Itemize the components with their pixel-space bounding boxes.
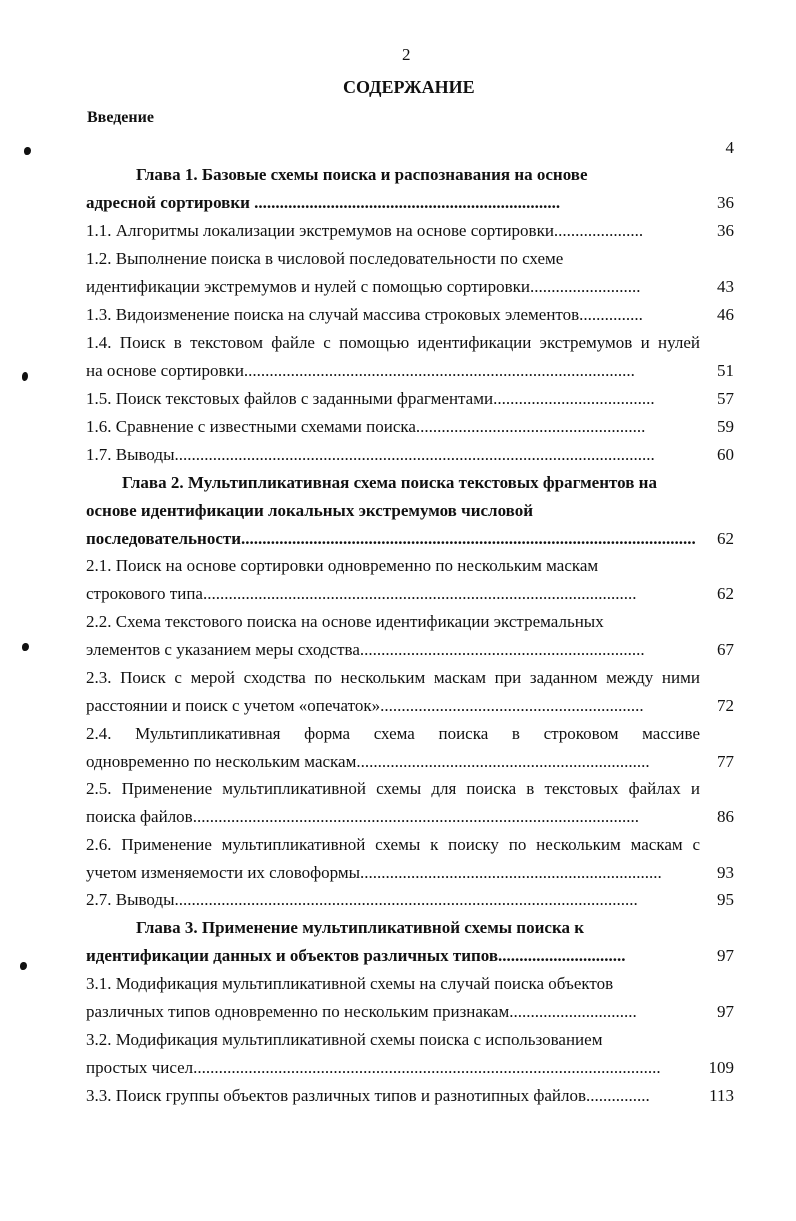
toc-entry: расстоянии и поиск с учетом «опечаток».............................................................. (86, 696, 644, 715)
toc-entry: поиска файлов......................................................................................................... (86, 807, 639, 826)
chapter-1-title: Глава 1. Базовые схемы поиска и распознавания на основе (136, 165, 588, 184)
toc-page: 51 (717, 361, 734, 380)
toc-entry: одновременно по нескольким маскам..................................................................... (86, 752, 650, 771)
toc-page: 43 (717, 277, 734, 296)
page-title: СОДЕРЖАНИЕ (343, 77, 475, 97)
chapter-3-title: Глава 3. Применение мультипликативной схемы поиска к (136, 918, 585, 937)
toc-entry: учетом изменяемости их словоформы....................................................................... (86, 863, 662, 882)
toc-entry: простых чисел.............................................................................................................. (86, 1058, 661, 1077)
toc-page: 57 (717, 389, 734, 408)
toc-entry: 2.2. Схема текстового поиска на основе идентификации экстремальных (86, 612, 604, 631)
toc-entry: 1.4. Поиск в текстовом файле с помощью идентификации экстремумов и нулей (86, 333, 700, 352)
toc-page: 93 (717, 863, 734, 882)
toc-entry: 3.1. Модификация мультипликативной схемы на случай поиска объектов (86, 974, 614, 993)
toc-page: 86 (717, 807, 734, 826)
scan-mark (24, 147, 31, 155)
chapter-3-title: идентификации данных и объектов различных типов.............................. (86, 946, 626, 965)
toc-entry: 2.5. Применение мультипликативной схемы для поиска в текстовых файлах и (86, 779, 700, 798)
toc-entry: 1.3. Видоизменение поиска на случай массива строковых элементов............... (86, 305, 643, 324)
scan-mark (22, 643, 29, 651)
toc-entry: 1.6. Сравнение с известными схемами поиска...................................................... (86, 417, 646, 436)
toc-entry: элементов с указанием меры сходства................................................................... (86, 640, 645, 659)
toc-page: 113 (709, 1086, 734, 1105)
toc-entry: различных типов одновременно по нескольким признакам.............................. (86, 1002, 637, 1021)
toc-entry: 1.7. Выводы................................................................................................................. (86, 445, 655, 464)
toc-page: 36 (717, 193, 734, 212)
toc-page: 95 (717, 890, 734, 909)
toc-page: 97 (717, 1002, 734, 1021)
toc-entry: строкового типа...................................................................................................... (86, 584, 637, 603)
page-number: 2 (402, 45, 411, 64)
toc-entry: 2.1. Поиск на основе сортировки одновременно по нескольким маскам (86, 556, 599, 575)
intro-label: Введение (87, 109, 154, 126)
toc-entry: 1.2. Выполнение поиска в числовой последовательности по схеме (86, 249, 564, 268)
toc-page: 109 (708, 1058, 734, 1077)
intro-page: 4 (725, 138, 734, 157)
toc-page: 62 (717, 584, 734, 603)
toc-page: 67 (717, 640, 734, 659)
toc-page: 46 (717, 305, 734, 324)
chapter-2-title: последовательности........................................................................................................... (86, 529, 696, 548)
toc-entry: идентификации экстремумов и нулей с помощью сортировки.......................... (86, 277, 641, 296)
toc-page: 59 (717, 417, 734, 436)
toc-entry: 2.6. Применение мультипликативной схемы к поиску по нескольким маскам с (86, 835, 700, 854)
toc-entry: 2.3. Поиск с мерой сходства по нескольким маскам при заданном между ними (86, 668, 700, 687)
toc-entry: 3.2. Модификация мультипликативной схемы поиска с использованием (86, 1030, 603, 1049)
toc-entry: 1.5. Поиск текстовых файлов с заданными фрагментами...................................... (86, 389, 655, 408)
scan-mark (20, 962, 27, 970)
chapter-2-title: основе идентификации локальных экстремумов числовой (86, 501, 534, 520)
scan-mark (22, 372, 28, 381)
toc-page: 60 (717, 445, 734, 464)
chapter-1-title: адресной сортировки ........................................................................ (86, 193, 561, 212)
chapter-2-title: Глава 2. Мультипликативная схема поиска текстовых фрагментов на (122, 473, 657, 492)
toc-page: 36 (717, 221, 734, 240)
toc-entry: 1.1. Алгоритмы локализации экстремумов на основе сортировки..................... (86, 221, 644, 240)
toc-entry: 2.7. Выводы............................................................................................................. (86, 890, 638, 909)
toc-entry: 3.3. Поиск группы объектов различных типов и разнотипных файлов............... (86, 1086, 650, 1105)
toc-page: 72 (717, 696, 734, 715)
toc-entry: на основе сортировки............................................................................................ (86, 361, 635, 380)
toc-page: 97 (717, 946, 734, 965)
toc-page: 62 (717, 529, 734, 548)
toc-page: 77 (717, 752, 734, 771)
toc-entry: 2.4. Мультипликативная форма схема поиска в строковом массиве (86, 724, 700, 743)
